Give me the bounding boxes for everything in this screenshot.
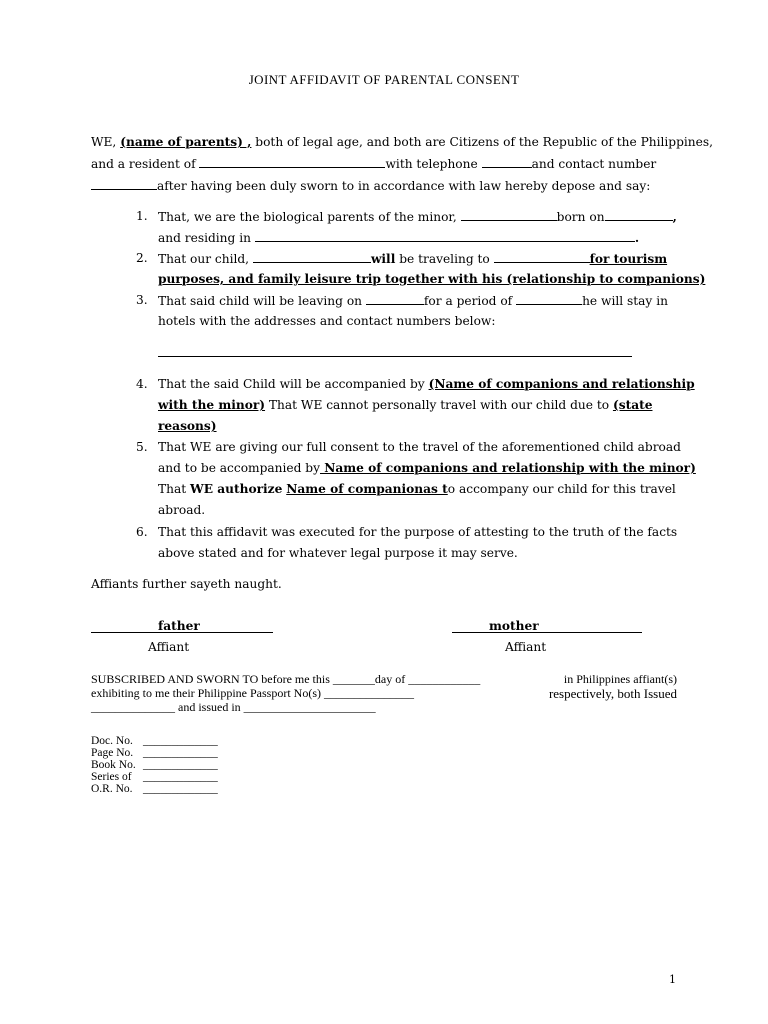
jurat-issued-blank: ______________	[91, 700, 175, 714]
item-2-number: 2.	[136, 251, 148, 265]
item-4-line-3: reasons)	[158, 419, 217, 433]
jurat-affiants-text: in Philippines affiant(s)	[563, 672, 677, 686]
item-5-line-2	[158, 461, 696, 475]
jurat-issued-text: respectively, both Issued	[548, 686, 677, 701]
jurat-day-of-text: day of	[374, 672, 406, 686]
jurat-passport-blank: _______________	[323, 686, 414, 700]
jurat-line-1	[91, 672, 677, 687]
mother-signature-line	[452, 632, 642, 633]
item-2-text: That our child,	[158, 252, 250, 266]
item-5-line-4: abroad.	[158, 503, 206, 517]
intro-line-2	[91, 156, 656, 171]
mother-label: mother	[489, 619, 539, 633]
intro-contact-label: and contact number	[531, 157, 657, 171]
jurat-line-3	[91, 700, 376, 715]
intro-resident-label: and a resident of	[91, 157, 196, 171]
item-1-line-2	[158, 230, 639, 245]
child-name-blank	[253, 251, 371, 263]
record-doc-no	[91, 735, 218, 747]
intro-telephone-label: with telephone	[385, 157, 478, 171]
record-blank: _____________	[143, 735, 218, 747]
item-1-period: .	[634, 231, 640, 245]
item-4-line-1	[158, 377, 695, 391]
contact-number-blank	[91, 178, 157, 190]
jurat-day-blank: _______	[332, 672, 375, 686]
record-label: Book No.	[91, 759, 136, 771]
name-of-parents-placeholder: (name of parents) ,	[120, 135, 252, 149]
period-blank	[516, 293, 582, 305]
minor-name-blank	[461, 209, 557, 221]
item-3-line-2: hotels with the addresses and contact numbers below:	[158, 314, 496, 328]
residence-blank	[199, 156, 385, 168]
born-on-label: born on	[556, 210, 605, 224]
item-6-line-1: That this affidavit was executed for the purpose of attesting to the truth of the facts	[158, 525, 678, 539]
companions-placeholder: (Name of companions and relationship	[428, 377, 695, 391]
leaving-on-label: That said child will be leaving on	[158, 294, 363, 308]
we-authorize-text: WE authorize	[190, 482, 283, 496]
cannot-travel-text: That WE cannot personally travel with our child due to	[265, 398, 613, 412]
item-2-line-1	[158, 251, 667, 266]
father-affiant-label: Affiant	[148, 640, 190, 654]
jurat-place-blank: ______________________	[243, 700, 376, 714]
jurat-issued-in-text: and issued in	[178, 700, 241, 714]
residing-in-blank	[255, 230, 635, 242]
companion-name-placeholder: Name of companionas t	[286, 482, 448, 496]
item-3-line-1	[158, 293, 668, 308]
stay-in-label: he will stay in	[582, 294, 668, 308]
record-blank: _____________	[143, 771, 218, 783]
destination-blank	[494, 251, 590, 263]
record-label: O.R. No.	[91, 783, 133, 795]
jurat-passport-text: exhibiting to me their Philippine Passport No(s)	[91, 686, 321, 700]
residing-in-label: and residing in	[158, 231, 251, 245]
mother-affiant-label: Affiant	[505, 640, 547, 654]
document-title: JOINT AFFIDAVIT OF PARENTAL CONSENT	[248, 72, 520, 87]
item-5-line-1: That WE are giving our full consent to the travel of the aforementioned child abroad	[158, 440, 681, 454]
record-label: Doc. No.	[91, 735, 133, 747]
father-label: father	[158, 619, 200, 633]
for-tourism-text: for tourism	[589, 252, 668, 266]
item-1-comma: ,	[672, 210, 677, 224]
record-or-no	[91, 783, 218, 795]
item-2-line-2: purposes, and family leisure trip together with his (relationship to companions)	[158, 272, 706, 286]
item-5-number: 5.	[136, 440, 148, 454]
intro-line-1	[91, 135, 713, 149]
record-series-of	[91, 771, 218, 783]
intro-deposition-text: after having been duly sworn to in accordance with law hereby depose and say:	[157, 179, 651, 193]
accompany-text: o accompany our child for this travel	[447, 482, 676, 496]
will-word: will	[370, 252, 396, 266]
item-4-line-2	[158, 398, 652, 412]
record-blank: _____________	[143, 747, 218, 759]
page-number: 1	[669, 973, 676, 986]
jurat-line-2	[91, 686, 677, 701]
companions-placeholder-2: Name of companions and relationship with the minor)	[320, 461, 696, 475]
telephone-blank	[482, 156, 532, 168]
closing-statement: Affiants further sayeth naught.	[91, 577, 282, 591]
jurat-month-blank: ____________	[408, 672, 481, 686]
record-blank: _____________	[143, 759, 218, 771]
record-blank: _____________	[143, 783, 218, 795]
item-4-number: 4.	[136, 377, 148, 391]
accompanied-by-label: That the said Child will be accompanied by	[158, 377, 425, 391]
record-label: Page No.	[91, 747, 134, 759]
that-word: That	[158, 482, 191, 496]
intro-line-3	[91, 178, 650, 193]
intro-we: WE,	[91, 135, 117, 149]
leaving-date-blank	[366, 293, 424, 305]
record-book-no	[91, 759, 218, 771]
hotel-details-rule	[158, 356, 632, 357]
jurat-subscribed-text: SUBSCRIBED AND SWORN TO before me this	[91, 672, 330, 686]
item-1-text: That, we are the biological parents of the minor,	[158, 210, 457, 224]
birth-date-blank	[605, 209, 673, 221]
with-the-minor-text: with the minor)	[158, 398, 266, 412]
state-reasons-placeholder: (state	[612, 398, 653, 412]
accompanied-by-label-2: and to be accompanied by	[158, 461, 320, 475]
item-1-line-1	[158, 209, 677, 224]
record-label: Series of	[91, 771, 132, 783]
item-1-number: 1.	[136, 209, 148, 223]
item-6-number: 6.	[136, 525, 148, 539]
traveling-to-label: be traveling to	[399, 252, 490, 266]
record-page-no	[91, 747, 218, 759]
item-5-line-3	[158, 482, 676, 496]
intro-line-1-text: both of legal age, and both are Citizens of the Republic of the Philippines,	[255, 135, 714, 149]
item-6-line-2: above stated and for whatever legal purpose it may serve.	[158, 546, 518, 560]
item-3-number: 3.	[136, 293, 148, 307]
period-label: for a period of	[423, 294, 513, 308]
